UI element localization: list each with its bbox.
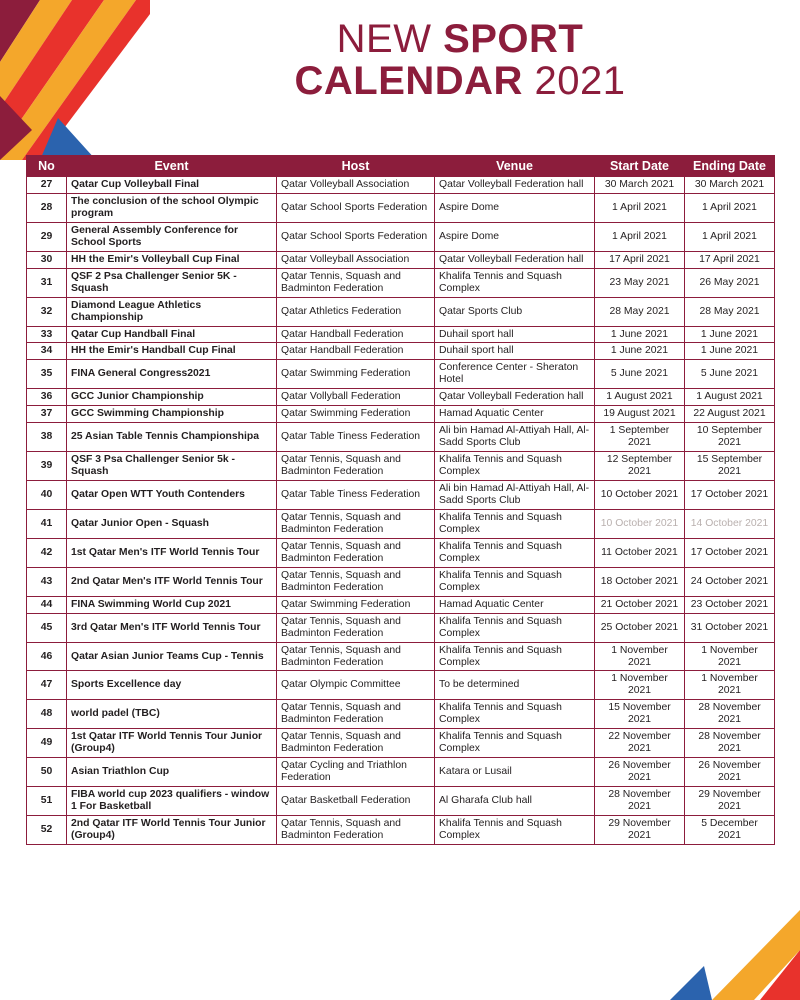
table-row bbox=[27, 423, 775, 452]
cell-ending-date: 28 November 2021 bbox=[685, 700, 775, 729]
table-row bbox=[27, 700, 775, 729]
table-row bbox=[27, 538, 775, 567]
cell-no: 29 bbox=[27, 222, 67, 251]
cell-venue: Al Gharafa Club hall bbox=[435, 787, 595, 816]
table-row bbox=[27, 815, 775, 844]
cell-start-date: 28 November 2021 bbox=[595, 787, 685, 816]
table-row bbox=[27, 268, 775, 297]
cell-no: 45 bbox=[27, 613, 67, 642]
column-header-event: Event bbox=[67, 156, 277, 177]
column-header-venue: Venue bbox=[435, 156, 595, 177]
cell-ending-date: 30 March 2021 bbox=[685, 177, 775, 194]
cell-start-date: 1 April 2021 bbox=[595, 222, 685, 251]
cell-venue: Khalifa Tennis and Squash Complex bbox=[435, 538, 595, 567]
cell-start-date: 25 October 2021 bbox=[595, 613, 685, 642]
cell-event: FINA General Congress2021 bbox=[67, 360, 277, 389]
cell-start-date: 23 May 2021 bbox=[595, 268, 685, 297]
cell-host: Qatar Tennis, Squash and Badminton Federation bbox=[277, 452, 435, 481]
cell-venue: Khalifa Tennis and Squash Complex bbox=[435, 613, 595, 642]
cell-host: Qatar Tennis, Squash and Badminton Federation bbox=[277, 613, 435, 642]
cell-no: 35 bbox=[27, 360, 67, 389]
cell-start-date: 18 October 2021 bbox=[595, 567, 685, 596]
cell-ending-date: 28 May 2021 bbox=[685, 297, 775, 326]
cell-host: Qatar Athletics Federation bbox=[277, 297, 435, 326]
cell-event: The conclusion of the school Olympic program bbox=[67, 193, 277, 222]
cell-no: 47 bbox=[27, 671, 67, 700]
table-row bbox=[27, 360, 775, 389]
cell-venue: Hamad Aquatic Center bbox=[435, 406, 595, 423]
cell-ending-date: 23 October 2021 bbox=[685, 596, 775, 613]
cell-ending-date: 1 April 2021 bbox=[685, 222, 775, 251]
table-row bbox=[27, 596, 775, 613]
cell-no: 27 bbox=[27, 177, 67, 194]
cell-host: Qatar Volleyball Association bbox=[277, 251, 435, 268]
cell-no: 40 bbox=[27, 481, 67, 510]
decorative-ribbon-bottom-right bbox=[650, 910, 800, 1000]
cell-venue: Qatar Volleyball Federation hall bbox=[435, 389, 595, 406]
table-row bbox=[27, 343, 775, 360]
cell-host: Qatar Tennis, Squash and Badminton Federation bbox=[277, 268, 435, 297]
table-row bbox=[27, 613, 775, 642]
cell-event: Qatar Cup Handball Final bbox=[67, 326, 277, 343]
cell-venue: Qatar Sports Club bbox=[435, 297, 595, 326]
cell-venue: Duhail sport hall bbox=[435, 343, 595, 360]
table-row bbox=[27, 406, 775, 423]
cell-ending-date: 29 November 2021 bbox=[685, 787, 775, 816]
column-header-ending-date: Ending Date bbox=[685, 156, 775, 177]
cell-event: Asian Triathlon Cup bbox=[67, 758, 277, 787]
column-header-no: No bbox=[27, 156, 67, 177]
table-row bbox=[27, 251, 775, 268]
cell-no: 51 bbox=[27, 787, 67, 816]
cell-host: Qatar Tennis, Squash and Badminton Federation bbox=[277, 567, 435, 596]
column-header-host: Host bbox=[277, 156, 435, 177]
cell-start-date: 15 November 2021 bbox=[595, 700, 685, 729]
cell-venue: Duhail sport hall bbox=[435, 326, 595, 343]
cell-start-date: 1 August 2021 bbox=[595, 389, 685, 406]
cell-start-date: 29 November 2021 bbox=[595, 815, 685, 844]
table-row bbox=[27, 787, 775, 816]
cell-no: 50 bbox=[27, 758, 67, 787]
cell-no: 44 bbox=[27, 596, 67, 613]
table-row bbox=[27, 452, 775, 481]
cell-start-date: 26 November 2021 bbox=[595, 758, 685, 787]
cell-event: Sports Excellence day bbox=[67, 671, 277, 700]
cell-host: Qatar Olympic Committee bbox=[277, 671, 435, 700]
cell-host: Qatar Handball Federation bbox=[277, 343, 435, 360]
cell-event: Qatar Asian Junior Teams Cup - Tennis bbox=[67, 642, 277, 671]
cell-host: Qatar Swimming Federation bbox=[277, 360, 435, 389]
cell-ending-date: 14 October 2021 bbox=[685, 509, 775, 538]
cell-venue: Ali bin Hamad Al-Attiyah Hall, Al-Sadd Sports Club bbox=[435, 423, 595, 452]
cell-event: HH the Emir's Volleyball Cup Final bbox=[67, 251, 277, 268]
table-row bbox=[27, 509, 775, 538]
cell-venue: Qatar Volleyball Federation hall bbox=[435, 177, 595, 194]
cell-venue: Khalifa Tennis and Squash Complex bbox=[435, 729, 595, 758]
cell-no: 37 bbox=[27, 406, 67, 423]
table-row bbox=[27, 671, 775, 700]
cell-no: 48 bbox=[27, 700, 67, 729]
table-row bbox=[27, 297, 775, 326]
cell-event: FIBA world cup 2023 qualifiers - window 1 For Basketball bbox=[67, 787, 277, 816]
cell-no: 31 bbox=[27, 268, 67, 297]
table-row bbox=[27, 389, 775, 406]
cell-event: 2nd Qatar Men's ITF World Tennis Tour bbox=[67, 567, 277, 596]
column-header-start-date: Start Date bbox=[595, 156, 685, 177]
cell-no: 46 bbox=[27, 642, 67, 671]
cell-event: Qatar Junior Open - Squash bbox=[67, 509, 277, 538]
cell-host: Qatar Volleyball Association bbox=[277, 177, 435, 194]
cell-ending-date: 10 September 2021 bbox=[685, 423, 775, 452]
table-row bbox=[27, 193, 775, 222]
cell-venue: Hamad Aquatic Center bbox=[435, 596, 595, 613]
cell-ending-date: 5 December 2021 bbox=[685, 815, 775, 844]
cell-start-date: 1 June 2021 bbox=[595, 326, 685, 343]
cell-event: QSF 2 Psa Challenger Senior 5K - Squash bbox=[67, 268, 277, 297]
cell-event: 2nd Qatar ITF World Tennis Tour Junior (Group4) bbox=[67, 815, 277, 844]
cell-no: 42 bbox=[27, 538, 67, 567]
cell-start-date: 1 September 2021 bbox=[595, 423, 685, 452]
cell-venue: Khalifa Tennis and Squash Complex bbox=[435, 700, 595, 729]
cell-event: 1st Qatar ITF World Tennis Tour Junior (Group4) bbox=[67, 729, 277, 758]
cell-event: HH the Emir's Handball Cup Final bbox=[67, 343, 277, 360]
cell-venue: Ali bin Hamad Al-Attiyah Hall, Al-Sadd Sports Club bbox=[435, 481, 595, 510]
cell-no: 41 bbox=[27, 509, 67, 538]
cell-no: 52 bbox=[27, 815, 67, 844]
cell-ending-date: 15 September 2021 bbox=[685, 452, 775, 481]
title-sport: SPORT bbox=[443, 17, 584, 61]
table-row bbox=[27, 481, 775, 510]
cell-start-date: 28 May 2021 bbox=[595, 297, 685, 326]
cell-event: 25 Asian Table Tennis Championshipa bbox=[67, 423, 277, 452]
title-year: 2021 bbox=[534, 59, 626, 104]
table-row bbox=[27, 177, 775, 194]
cell-host: Qatar Table Tiness Federation bbox=[277, 423, 435, 452]
cell-no: 43 bbox=[27, 567, 67, 596]
cell-host: Qatar Tennis, Squash and Badminton Federation bbox=[277, 642, 435, 671]
cell-host: Qatar Tennis, Squash and Badminton Federation bbox=[277, 509, 435, 538]
cell-event: General Assembly Conference for School Sports bbox=[67, 222, 277, 251]
cell-start-date: 19 August 2021 bbox=[595, 406, 685, 423]
cell-ending-date: 1 June 2021 bbox=[685, 343, 775, 360]
cell-start-date: 12 September 2021 bbox=[595, 452, 685, 481]
cell-start-date: 1 November 2021 bbox=[595, 642, 685, 671]
cell-start-date: 1 April 2021 bbox=[595, 193, 685, 222]
cell-venue: To be determined bbox=[435, 671, 595, 700]
cell-ending-date: 5 June 2021 bbox=[685, 360, 775, 389]
cell-ending-date: 31 October 2021 bbox=[685, 613, 775, 642]
cell-event: Qatar Open WTT Youth Contenders bbox=[67, 481, 277, 510]
cell-start-date: 11 October 2021 bbox=[595, 538, 685, 567]
cell-event: QSF 3 Psa Challenger Senior 5k - Squash bbox=[67, 452, 277, 481]
cell-host: Qatar School Sports Federation bbox=[277, 193, 435, 222]
table-header-row bbox=[27, 156, 775, 177]
cell-event: 3rd Qatar Men's ITF World Tennis Tour bbox=[67, 613, 277, 642]
cell-start-date: 5 June 2021 bbox=[595, 360, 685, 389]
cell-venue: Khalifa Tennis and Squash Complex bbox=[435, 452, 595, 481]
cell-no: 33 bbox=[27, 326, 67, 343]
cell-ending-date: 1 June 2021 bbox=[685, 326, 775, 343]
table-row bbox=[27, 222, 775, 251]
cell-ending-date: 1 November 2021 bbox=[685, 671, 775, 700]
cell-host: Qatar Cycling and Triathlon Federation bbox=[277, 758, 435, 787]
cell-event: world padel (TBC) bbox=[67, 700, 277, 729]
cell-ending-date: 28 November 2021 bbox=[685, 729, 775, 758]
cell-ending-date: 17 October 2021 bbox=[685, 481, 775, 510]
cell-venue: Katara or Lusail bbox=[435, 758, 595, 787]
cell-host: Qatar Table Tiness Federation bbox=[277, 481, 435, 510]
cell-venue: Khalifa Tennis and Squash Complex bbox=[435, 642, 595, 671]
cell-event: Qatar Cup Volleyball Final bbox=[67, 177, 277, 194]
cell-ending-date: 17 October 2021 bbox=[685, 538, 775, 567]
cell-event: FINA Swimming World Cup 2021 bbox=[67, 596, 277, 613]
page-title bbox=[150, 18, 770, 103]
cell-event: Diamond League Athletics Championship bbox=[67, 297, 277, 326]
title-calendar: CALENDAR bbox=[294, 59, 535, 104]
cell-no: 34 bbox=[27, 343, 67, 360]
table-row bbox=[27, 567, 775, 596]
cell-no: 30 bbox=[27, 251, 67, 268]
cell-start-date: 17 April 2021 bbox=[595, 251, 685, 268]
cell-host: Qatar Handball Federation bbox=[277, 326, 435, 343]
cell-host: Qatar Tennis, Squash and Badminton Federation bbox=[277, 538, 435, 567]
cell-ending-date: 1 April 2021 bbox=[685, 193, 775, 222]
cell-host: Qatar Tennis, Squash and Badminton Federation bbox=[277, 700, 435, 729]
cell-venue: Conference Center - Sheraton Hotel bbox=[435, 360, 595, 389]
table-row bbox=[27, 326, 775, 343]
table-row bbox=[27, 642, 775, 671]
cell-no: 32 bbox=[27, 297, 67, 326]
cell-ending-date: 1 November 2021 bbox=[685, 642, 775, 671]
table-row bbox=[27, 758, 775, 787]
cell-start-date: 10 October 2021 bbox=[595, 481, 685, 510]
cell-host: Qatar Vollyball Federation bbox=[277, 389, 435, 406]
cell-venue: Aspire Dome bbox=[435, 222, 595, 251]
cell-no: 28 bbox=[27, 193, 67, 222]
cell-ending-date: 17 April 2021 bbox=[685, 251, 775, 268]
cell-host: Qatar School Sports Federation bbox=[277, 222, 435, 251]
cell-host: Qatar Swimming Federation bbox=[277, 596, 435, 613]
cell-venue: Khalifa Tennis and Squash Complex bbox=[435, 567, 595, 596]
calendar-table bbox=[26, 155, 775, 845]
calendar-table-body bbox=[27, 177, 775, 845]
cell-no: 39 bbox=[27, 452, 67, 481]
cell-host: Qatar Tennis, Squash and Badminton Federation bbox=[277, 815, 435, 844]
cell-start-date: 22 November 2021 bbox=[595, 729, 685, 758]
cell-venue: Khalifa Tennis and Squash Complex bbox=[435, 509, 595, 538]
cell-venue: Qatar Volleyball Federation hall bbox=[435, 251, 595, 268]
cell-ending-date: 22 August 2021 bbox=[685, 406, 775, 423]
cell-no: 36 bbox=[27, 389, 67, 406]
cell-event: GCC Junior Championship bbox=[67, 389, 277, 406]
cell-no: 49 bbox=[27, 729, 67, 758]
cell-host: Qatar Basketball Federation bbox=[277, 787, 435, 816]
decorative-ribbon-top-left bbox=[0, 0, 150, 160]
title-new: NEW bbox=[336, 17, 444, 61]
cell-ending-date: 26 November 2021 bbox=[685, 758, 775, 787]
table-row bbox=[27, 729, 775, 758]
cell-ending-date: 24 October 2021 bbox=[685, 567, 775, 596]
cell-start-date: 30 March 2021 bbox=[595, 177, 685, 194]
cell-venue: Khalifa Tennis and Squash Complex bbox=[435, 268, 595, 297]
cell-start-date: 1 November 2021 bbox=[595, 671, 685, 700]
cell-host: Qatar Tennis, Squash and Badminton Federation bbox=[277, 729, 435, 758]
cell-venue: Aspire Dome bbox=[435, 193, 595, 222]
cell-start-date: 10 October 2021 bbox=[595, 509, 685, 538]
cell-host: Qatar Swimming Federation bbox=[277, 406, 435, 423]
cell-event: 1st Qatar Men's ITF World Tennis Tour bbox=[67, 538, 277, 567]
cell-start-date: 1 June 2021 bbox=[595, 343, 685, 360]
cell-ending-date: 26 May 2021 bbox=[685, 268, 775, 297]
cell-no: 38 bbox=[27, 423, 67, 452]
cell-ending-date: 1 August 2021 bbox=[685, 389, 775, 406]
cell-start-date: 21 October 2021 bbox=[595, 596, 685, 613]
cell-event: GCC Swimming Championship bbox=[67, 406, 277, 423]
calendar-table-wrapper bbox=[26, 155, 774, 845]
cell-venue: Khalifa Tennis and Squash Complex bbox=[435, 815, 595, 844]
